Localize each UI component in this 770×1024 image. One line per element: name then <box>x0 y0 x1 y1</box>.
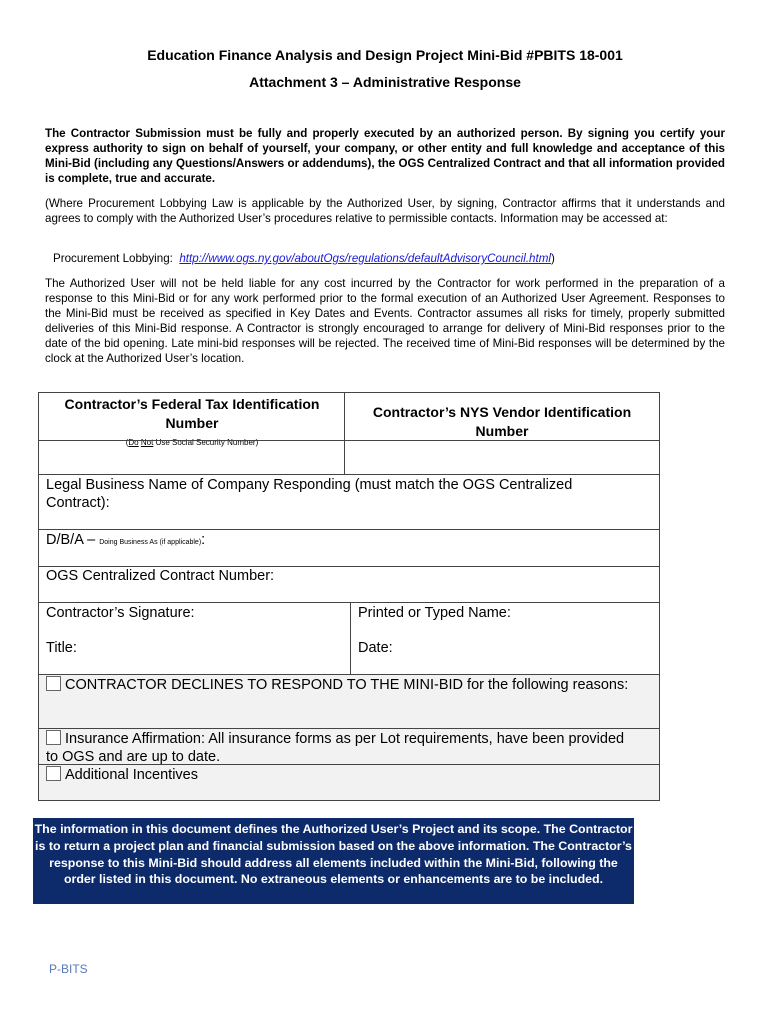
dba-note: Doing Business As (if applicable) <box>99 539 202 546</box>
lobbying-line <box>53 251 733 266</box>
title-field[interactable]: Title: <box>46 640 77 656</box>
nys-vendor-id-field[interactable] <box>345 441 659 474</box>
federal-tax-note: (Do Not Use Social Security Number) <box>125 438 259 447</box>
administrative-response-form <box>38 392 660 801</box>
dba-field[interactable]: D/B/A – Doing Business As (if applicable): <box>46 532 206 548</box>
lobbying-link[interactable]: http://www.ogs.ny.gov/aboutOgs/regulations/defaultAdvisoryCouncil.html <box>179 252 551 265</box>
decline-row <box>39 676 639 728</box>
lobbying-label: Procurement Lobbying: <box>53 252 173 265</box>
contract-number-field[interactable]: OGS Centralized Contract Number: <box>46 568 275 584</box>
scope-banner: The information in this document defines the Authorized User’s Project and its scope. The Contractor is to return a project plan and financial submission based on the above information. The Contractor’s response to this Mini-Bid should address all elements included within the Mini-Bid, following the order listed in this document. No extraneous elements or enhancements are to be included. <box>33 818 634 904</box>
dba-label: D/B/A – <box>46 532 100 548</box>
document-title: Education Finance Analysis and Design Project Mini-Bid #PBITS 18-001 <box>147 47 623 63</box>
note-not: Not <box>140 438 154 447</box>
date-field[interactable]: Date: <box>358 640 393 656</box>
insurance-row <box>39 730 639 764</box>
insurance-checkbox[interactable] <box>46 730 61 745</box>
nys-vendor-id-header: Contractor’s NYS Vendor Identification Number <box>372 404 632 439</box>
certification-paragraph: The Contractor Submission must be fully and properly executed by an authorized person. By signing you certify your express authority to sign on behalf of yourself, your company, or other entity and full knowledge and acceptance of this Mini-Bid (including any Questions/Answers or addendums), the OGS Centralized Contract and that all information provided is complete, true and accurate. <box>45 127 725 185</box>
document-subtitle: Attachment 3 – Administrative Response <box>249 74 521 90</box>
legal-business-name-field[interactable]: Legal Business Name of Company Responding (must match the OGS Centralized Contract): <box>46 477 573 511</box>
decline-label: CONTRACTOR DECLINES TO RESPOND TO THE MINI-BID for the following reasons: <box>65 677 629 693</box>
lobbying-close: ) <box>550 252 555 265</box>
note-do: Do <box>128 438 139 447</box>
incentives-label: Additional Incentives <box>65 767 198 783</box>
federal-tax-id-field[interactable] <box>39 441 344 474</box>
signature-field[interactable]: Contractor’s Signature: <box>46 605 195 621</box>
incentives-row <box>39 766 639 800</box>
federal-tax-id-header <box>39 394 345 447</box>
liability-paragraph: The Authorized User will not be held liable for any cost incurred by the Contractor for work performed in the preparation of a response to this Mini-Bid or for any work performed prior to the formal execution of an Authorized User Agreement. Responses to the Mini-Bid must be received as specified in Key Dates and Events. Contractor assumes all risks for timely, properly submitted deliveries of this Mini-Bid response. A Contractor is strongly encouraged to arrange for delivery of Mini-Bid responses prior to the date of the bid opening. Late mini-bid responses will be rejected. The received time of Mini-Bid responses will be determined by the clock at the Authorized User’s location. <box>45 277 725 365</box>
printed-name-field[interactable]: Printed or Typed Name: <box>358 605 511 621</box>
insurance-label: Insurance Affirmation: All insurance forms as per Lot requirements, have been provided to OGS and are up to date. <box>46 731 625 765</box>
federal-tax-id-label: Contractor’s Federal Tax Identification Number <box>64 396 320 431</box>
footer-label: P-BITS <box>49 962 88 976</box>
decline-checkbox[interactable] <box>46 676 61 691</box>
incentives-checkbox[interactable] <box>46 766 61 781</box>
lobbying-paragraph: (Where Procurement Lobbying Law is applicable by the Authorized User, by signing, Contractor affirms that it understands and agrees to comply with the Authorized User’s procedures relative to permissible contacts. Information may be accessed at: <box>45 197 725 225</box>
